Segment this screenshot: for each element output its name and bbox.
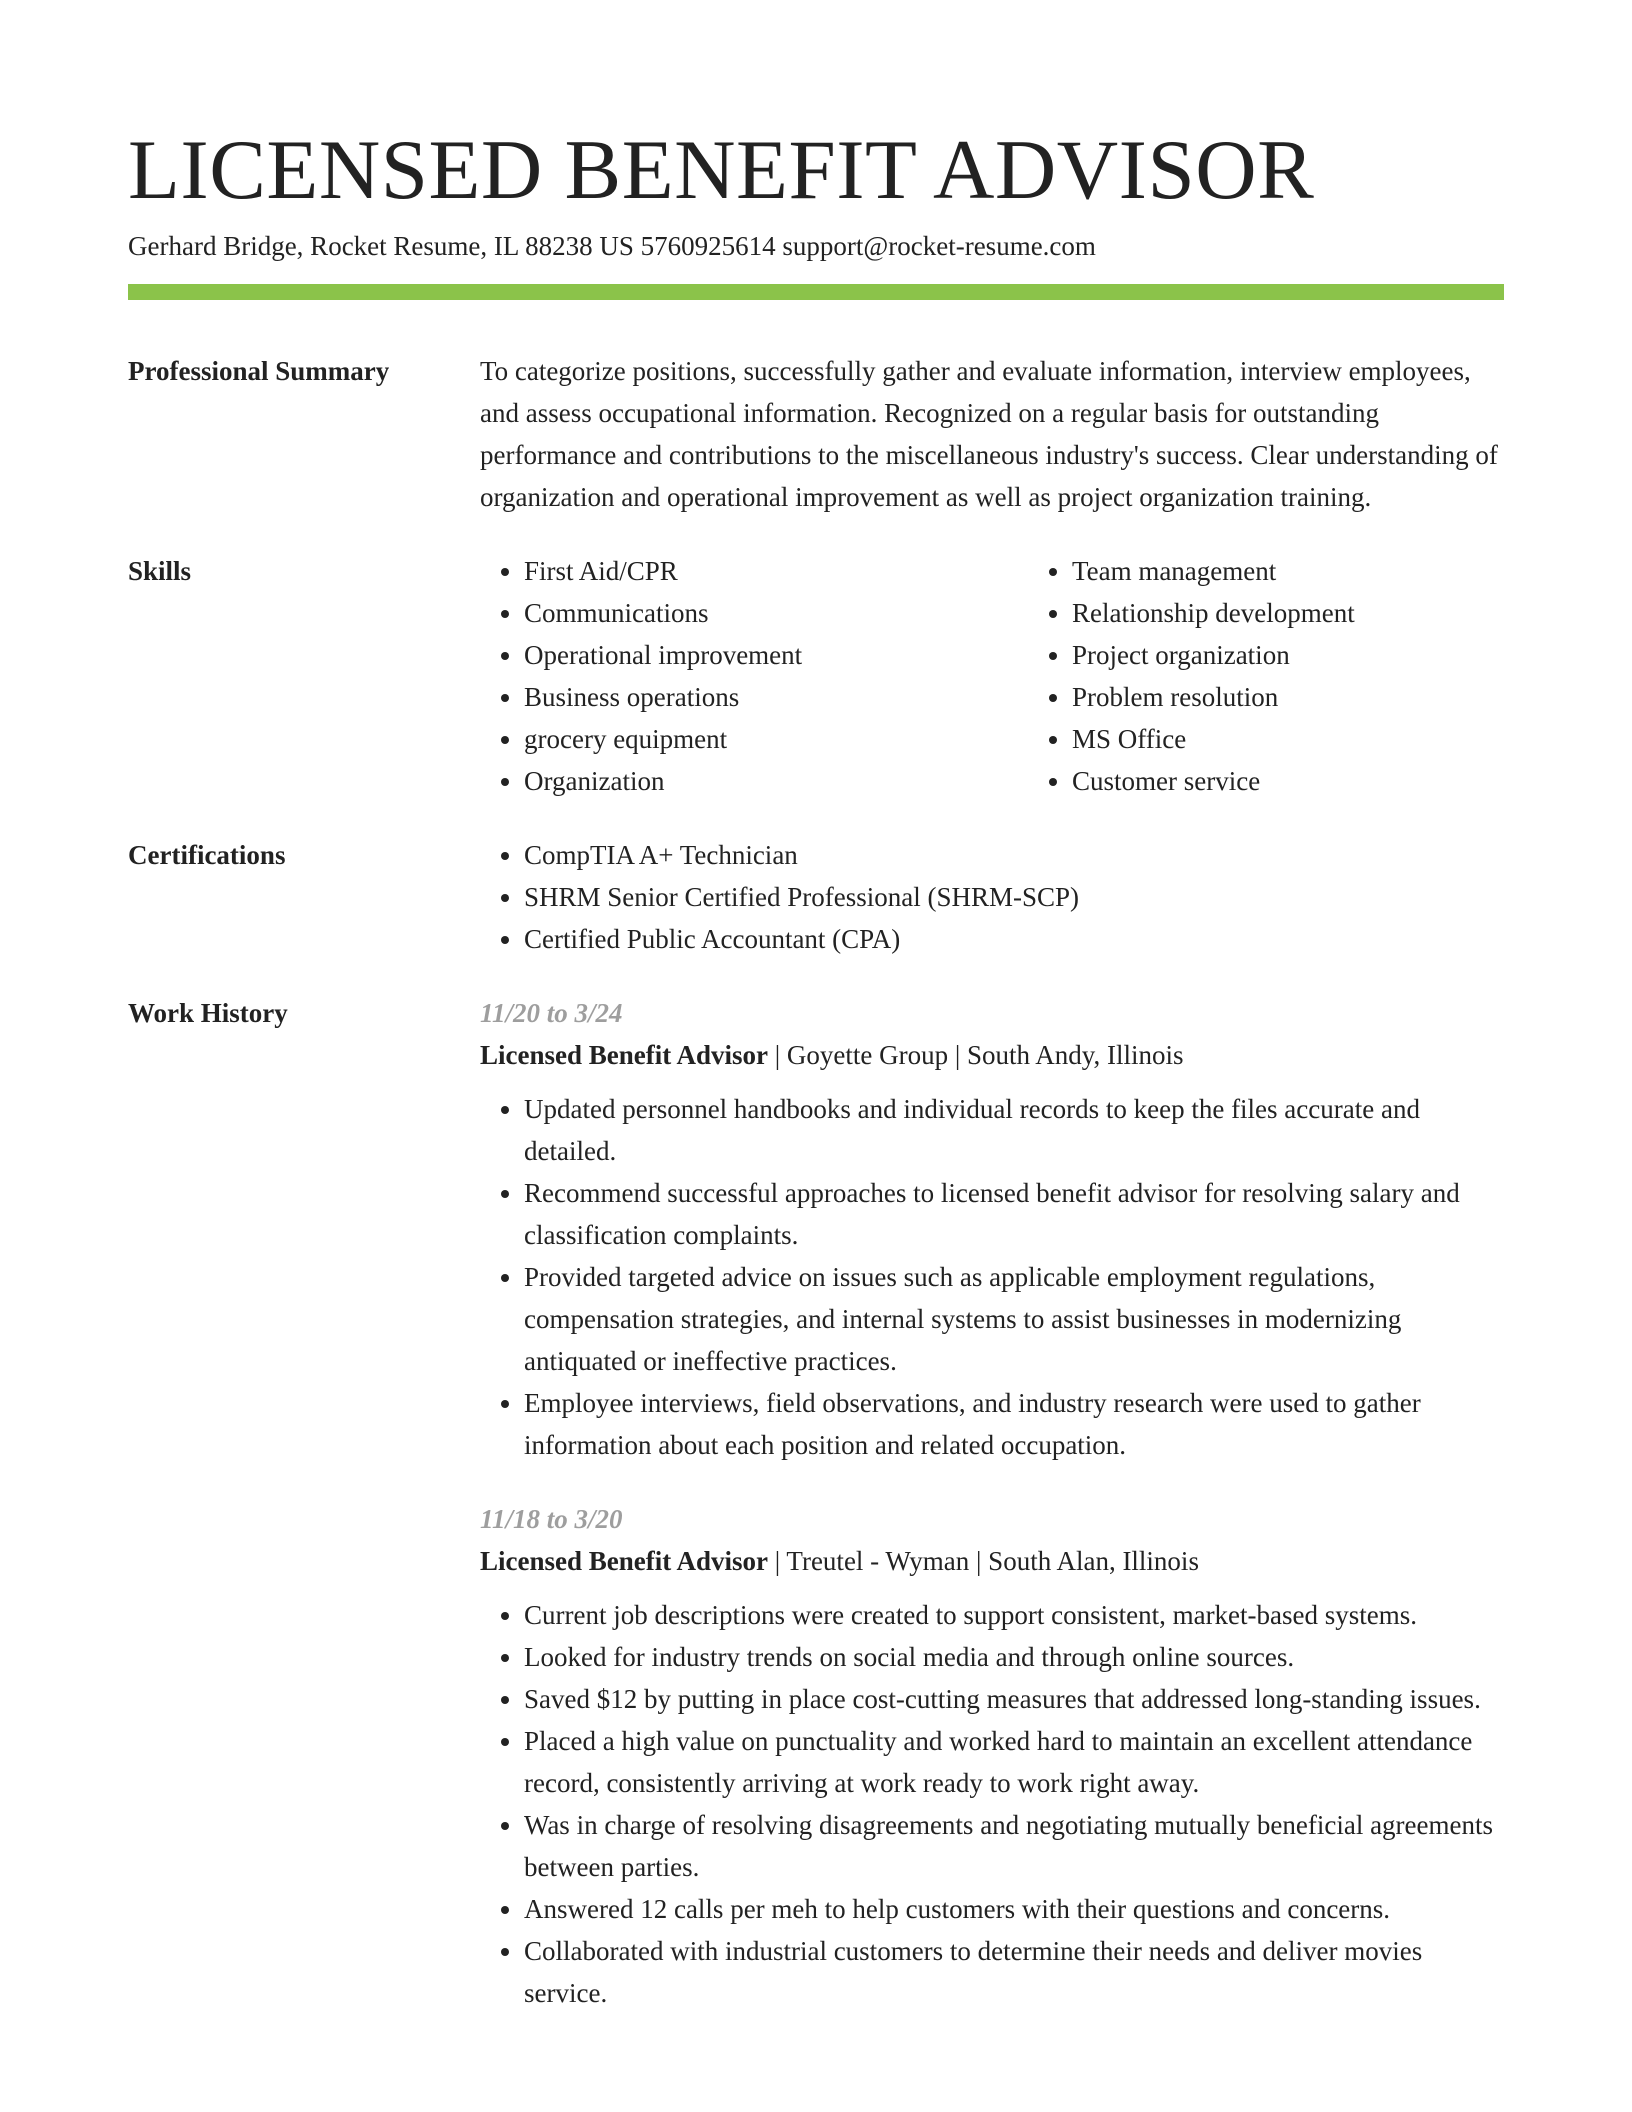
job-title: Licensed Benefit Advisor	[480, 1040, 768, 1070]
section-label: Certifications	[128, 840, 286, 870]
section-label: Skills	[128, 556, 192, 586]
certifications-body	[480, 834, 1504, 960]
work-history-section	[128, 992, 1504, 2046]
job-bullet: • Collaborated with industrial customers to determine their needs and deliver movies service.	[524, 1930, 1504, 2014]
job-bullet: • Updated personnel handbooks and individual records to keep the files accurate and detailed.	[524, 1088, 1504, 1172]
job-bullets	[480, 1594, 1504, 2014]
skills-list-left	[480, 550, 1028, 802]
job-bullet: • Current job descriptions were created to support consistent, market-based systems.	[524, 1594, 1504, 1636]
skill-item: • First Aid/CPR	[524, 550, 1028, 592]
skill-item: • Relationship development	[1072, 592, 1576, 634]
contact-line: Gerhard Bridge, Rocket Resume, IL 88238 US 5760925614 support@rocket-resume.com	[128, 231, 1096, 261]
skills-list-right	[1028, 550, 1576, 802]
job-dates: 11/18 to 3/20	[480, 1504, 623, 1534]
skill-item: • MS Office	[1072, 718, 1576, 760]
work-history-body	[480, 992, 1504, 2046]
job-bullet: • Was in charge of resolving disagreements and negotiating mutually beneficial agreements between parties.	[524, 1804, 1504, 1888]
job-title: Licensed Benefit Advisor	[480, 1546, 768, 1576]
skill-item: • Operational improvement	[524, 634, 1028, 676]
job-bullet: • Placed a high value on punctuality and worked hard to maintain an excellent attendance record, consistently arriving at work ready to work right away.	[524, 1720, 1504, 1804]
certification-item: • SHRM Senior Certified Professional (SHRM-SCP)	[524, 876, 1504, 918]
job-dates: 11/20 to 3/24	[480, 998, 623, 1028]
skills-columns	[480, 550, 1576, 802]
job-entry	[480, 992, 1504, 1466]
section-label: Work History	[128, 998, 288, 1028]
job-bullet: • Employee interviews, field observations, and industry research were used to gather information about each position and related occupation.	[524, 1382, 1504, 1466]
job-bullet: • Provided targeted advice on issues such as applicable employment regulations, compensation strategies, and internal systems to assist businesses in modernizing antiquated or ineffective practices.	[524, 1256, 1504, 1382]
job-title-line	[480, 1034, 1504, 1076]
resume-page	[128, 120, 1504, 2046]
skill-item: • Project organization	[1072, 634, 1576, 676]
skill-item: • grocery equipment	[524, 718, 1028, 760]
summary-text: To categorize positions, successfully gather and evaluate information, interview employees, and assess occupational information. Recognized on a regular basis for outstanding performance and contributions to the miscellaneous industry's success. Clear understanding of organization and operational improvement as well as project organization training.	[480, 356, 1498, 512]
header-divider	[128, 284, 1504, 300]
skills-section	[128, 550, 1504, 802]
job-entry	[480, 1498, 1504, 2014]
skill-item: • Communications	[524, 592, 1028, 634]
skill-item: • Organization	[524, 760, 1028, 802]
job-bullet: • Recommend successful approaches to licensed benefit advisor for resolving salary and classification complaints.	[524, 1172, 1504, 1256]
skill-item: • Team management	[1072, 550, 1576, 592]
summary-section	[128, 350, 1504, 518]
skill-item: • Problem resolution	[1072, 676, 1576, 718]
certification-item: • CompTIA A+ Technician	[524, 834, 1504, 876]
job-title-line	[480, 1540, 1504, 1582]
certifications-list	[480, 834, 1504, 960]
certifications-section	[128, 834, 1504, 960]
job-bullets	[480, 1088, 1504, 1466]
skill-item: • Business operations	[524, 676, 1028, 718]
resume-title: LICENSED BENEFIT ADVISOR	[128, 123, 1315, 217]
certification-item: • Certified Public Accountant (CPA)	[524, 918, 1504, 960]
job-bullet: • Looked for industry trends on social media and through online sources.	[524, 1636, 1504, 1678]
section-label: Professional Summary	[128, 356, 390, 386]
job-company-location: | Goyette Group | South Andy, Illinois	[768, 1040, 1184, 1070]
job-bullet: • Saved $12 by putting in place cost-cutting measures that addressed long-standing issues.	[524, 1678, 1504, 1720]
job-company-location: | Treutel - Wyman | South Alan, Illinois	[768, 1546, 1199, 1576]
skill-item: • Customer service	[1072, 760, 1576, 802]
job-bullet: • Answered 12 calls per meh to help customers with their questions and concerns.	[524, 1888, 1504, 1930]
